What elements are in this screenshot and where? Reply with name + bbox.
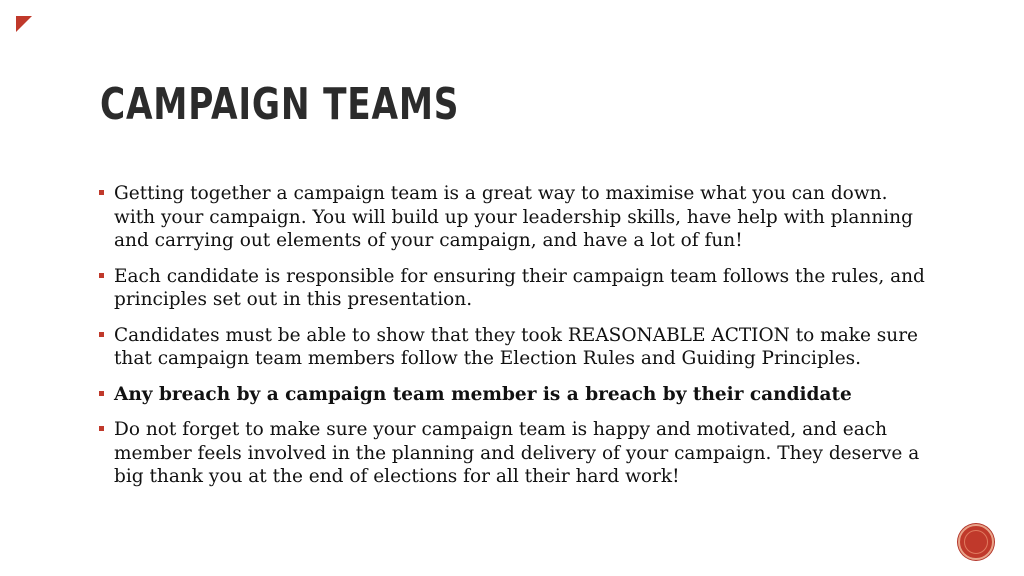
bullet-text: Do not forget to make sure your campaign team is happy and motivated, and each member feels involved in the planning and delivery of your campaign. They deserve a big thank you at the end of elections for all their hard work! <box>114 419 920 487</box>
bullet-item <box>96 265 926 312</box>
bullet-text: Each candidate is responsible for ensuring their campaign team follows the rules, and principles set out in this presentation. <box>114 265 925 310</box>
bullet-text: Any breach by a campaign team member is a breach by their candidate <box>114 383 852 405</box>
bullet-item <box>96 182 926 253</box>
square-bullet-icon <box>99 391 104 396</box>
corner-triangle-decoration <box>16 16 32 32</box>
bullet-list <box>96 182 926 501</box>
bullet-text: Candidates must be able to show that they took REASONABLE ACTION to make sure that campaign team members follow the Election Rules and Guiding Principles. <box>114 324 918 369</box>
square-bullet-icon <box>99 273 104 278</box>
slide-nav-button[interactable] <box>958 524 994 560</box>
bullet-item-bold <box>96 383 926 407</box>
bullet-item <box>96 324 926 371</box>
circle-ring-icon <box>964 530 988 554</box>
square-bullet-icon <box>99 426 104 431</box>
square-bullet-icon <box>99 190 104 195</box>
square-bullet-icon <box>99 332 104 337</box>
bullet-item <box>96 418 926 489</box>
slide-title: CAMPAIGN TEAMS <box>100 79 460 130</box>
bullet-text: Getting together a campaign team is a great way to maximise what you can down. with your campaign. You will build up your leadership skills, have help with planning and carrying out elements of your campaign, and have a lot of fun! <box>114 183 913 251</box>
